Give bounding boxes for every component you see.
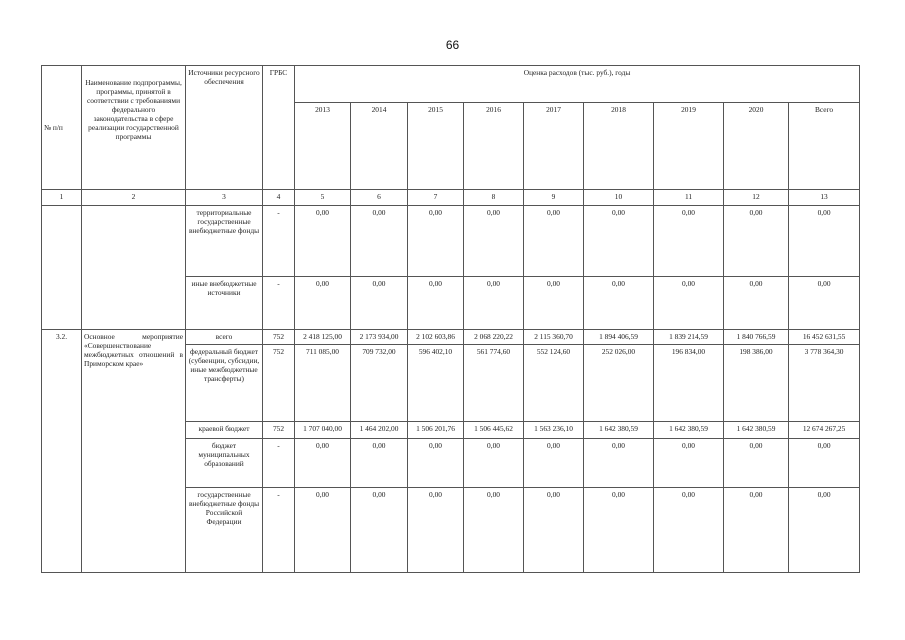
- cell-value: 2 115 360,70: [524, 330, 584, 345]
- cell-value: 0,00: [524, 206, 584, 277]
- cell-value: 1 506 445,62: [464, 422, 524, 439]
- cell-value: 2 102 603,86: [408, 330, 464, 345]
- column-number: 6: [351, 190, 408, 206]
- cell-value: 2 173 934,00: [351, 330, 408, 345]
- cell-source: бюджет муниципальных образований: [186, 439, 263, 488]
- header-estimate: Оценка расходов (тыс. руб.), годы: [295, 66, 860, 103]
- cell-value: 3 778 364,30: [789, 345, 860, 422]
- cell-value: 0,00: [295, 439, 351, 488]
- cell-value: 0,00: [654, 488, 724, 573]
- cell-source: федеральный бюджет (субвенции, субсидии, иные межбюджетные трансферты): [186, 345, 263, 422]
- cell-value: 0,00: [524, 439, 584, 488]
- header-year: 2019: [654, 103, 724, 190]
- column-number: 7: [408, 190, 464, 206]
- cell-value: 0,00: [789, 206, 860, 277]
- cell-value: 0,00: [351, 488, 408, 573]
- cell-value: 1 894 406,59: [584, 330, 654, 345]
- cell-source: иные внебюджетные источники: [186, 277, 263, 330]
- cell-value: 0,00: [724, 277, 789, 330]
- cell-value: 596 402,10: [408, 345, 464, 422]
- cell-value: 0,00: [654, 277, 724, 330]
- cell-value: 1 563 236,10: [524, 422, 584, 439]
- cell-value: 0,00: [408, 439, 464, 488]
- header-grbs: ГРБС: [263, 66, 295, 190]
- cell-num: 3.2.: [42, 330, 82, 573]
- cell-value: 0,00: [789, 488, 860, 573]
- header-year: 2018: [584, 103, 654, 190]
- cell-source: всего: [186, 330, 263, 345]
- cell-value: 0,00: [351, 206, 408, 277]
- expenditure-table: [41, 65, 860, 573]
- cell-value: 2 418 125,00: [295, 330, 351, 345]
- header-row: [42, 66, 860, 103]
- header-year: 2017: [524, 103, 584, 190]
- header-year: 2015: [408, 103, 464, 190]
- cell-value: 0,00: [584, 277, 654, 330]
- cell-value: 0,00: [351, 439, 408, 488]
- cell-value: 0,00: [351, 277, 408, 330]
- table-row: [42, 330, 860, 345]
- cell-source: территориальные государственные внебюджетные фонды: [186, 206, 263, 277]
- cell-name: Основное мероприятие «Совершенствование межбюджетных отношений в Приморском крае»: [82, 330, 186, 573]
- cell-value: 0,00: [524, 277, 584, 330]
- cell-value: 0,00: [724, 206, 789, 277]
- column-number: 1: [42, 190, 82, 206]
- column-number: 11: [654, 190, 724, 206]
- column-number: 8: [464, 190, 524, 206]
- cell-source: государственные внебюджетные фонды Российской Федерации: [186, 488, 263, 573]
- cell-value: 561 774,60: [464, 345, 524, 422]
- cell-value: 0,00: [295, 488, 351, 573]
- column-number: 4: [263, 190, 295, 206]
- cell-value: 0,00: [789, 439, 860, 488]
- column-number: 2: [82, 190, 186, 206]
- column-number: 10: [584, 190, 654, 206]
- cell-grbs: -: [263, 439, 295, 488]
- cell-grbs: 752: [263, 330, 295, 345]
- cell-value: 0,00: [464, 277, 524, 330]
- page-number: 66: [445, 38, 460, 52]
- cell-value: 0,00: [654, 206, 724, 277]
- cell-grbs: 752: [263, 345, 295, 422]
- cell-value: 0,00: [654, 439, 724, 488]
- cell-value: 16 452 631,55: [789, 330, 860, 345]
- cell-value: 0,00: [724, 439, 789, 488]
- column-number: 5: [295, 190, 351, 206]
- cell-value: 711 085,00: [295, 345, 351, 422]
- header-year: 2016: [464, 103, 524, 190]
- column-number: 13: [789, 190, 860, 206]
- column-number: 9: [524, 190, 584, 206]
- cell-value: 12 674 267,25: [789, 422, 860, 439]
- column-number: 3: [186, 190, 263, 206]
- cell-value: 0,00: [408, 206, 464, 277]
- cell-value: 709 732,00: [351, 345, 408, 422]
- cell-value: 1 839 214,59: [654, 330, 724, 345]
- cell-value: 1 707 040,00: [295, 422, 351, 439]
- header-num: № п/п: [42, 66, 82, 190]
- cell-value: 1 506 201,76: [408, 422, 464, 439]
- header-year: Всего: [789, 103, 860, 190]
- cell-value: 0,00: [584, 206, 654, 277]
- cell-value: 1 464 202,00: [351, 422, 408, 439]
- header-year: 2020: [724, 103, 789, 190]
- header-name: Наименование подпрограммы, программы, принятой в соответствии с требованиями федерального законодательства в сфере реализации государственной программы: [82, 66, 186, 190]
- cell-value: 1 840 766,59: [724, 330, 789, 345]
- cell-num: [42, 206, 82, 330]
- cell-value: 196 834,00: [654, 345, 724, 422]
- cell-value: 198 386,00: [724, 345, 789, 422]
- cell-grbs: -: [263, 206, 295, 277]
- cell-value: 0,00: [408, 488, 464, 573]
- cell-value: 1 642 380,59: [724, 422, 789, 439]
- cell-value: 0,00: [464, 439, 524, 488]
- cell-grbs: 752: [263, 422, 295, 439]
- cell-grbs: -: [263, 277, 295, 330]
- header-year: 2013: [295, 103, 351, 190]
- cell-value: 0,00: [584, 439, 654, 488]
- cell-value: 0,00: [464, 488, 524, 573]
- table-row: [42, 206, 860, 277]
- cell-value: 0,00: [584, 488, 654, 573]
- cell-value: 0,00: [789, 277, 860, 330]
- cell-value: 252 026,00: [584, 345, 654, 422]
- cell-value: 0,00: [408, 277, 464, 330]
- cell-value: 0,00: [724, 488, 789, 573]
- cell-value: 0,00: [524, 488, 584, 573]
- cell-grbs: -: [263, 488, 295, 573]
- cell-value: 552 124,60: [524, 345, 584, 422]
- header-year: 2014: [351, 103, 408, 190]
- cell-value: 0,00: [464, 206, 524, 277]
- cell-value: 0,00: [295, 206, 351, 277]
- column-number: 12: [724, 190, 789, 206]
- cell-name: [82, 206, 186, 330]
- cell-value: 2 068 220,22: [464, 330, 524, 345]
- cell-value: 0,00: [295, 277, 351, 330]
- header-source: Источники ресурсного обеспечения: [186, 66, 263, 190]
- cell-value: 1 642 380,59: [584, 422, 654, 439]
- cell-value: 1 642 380,59: [654, 422, 724, 439]
- column-number-row: [42, 190, 860, 206]
- cell-source: краевой бюджет: [186, 422, 263, 439]
